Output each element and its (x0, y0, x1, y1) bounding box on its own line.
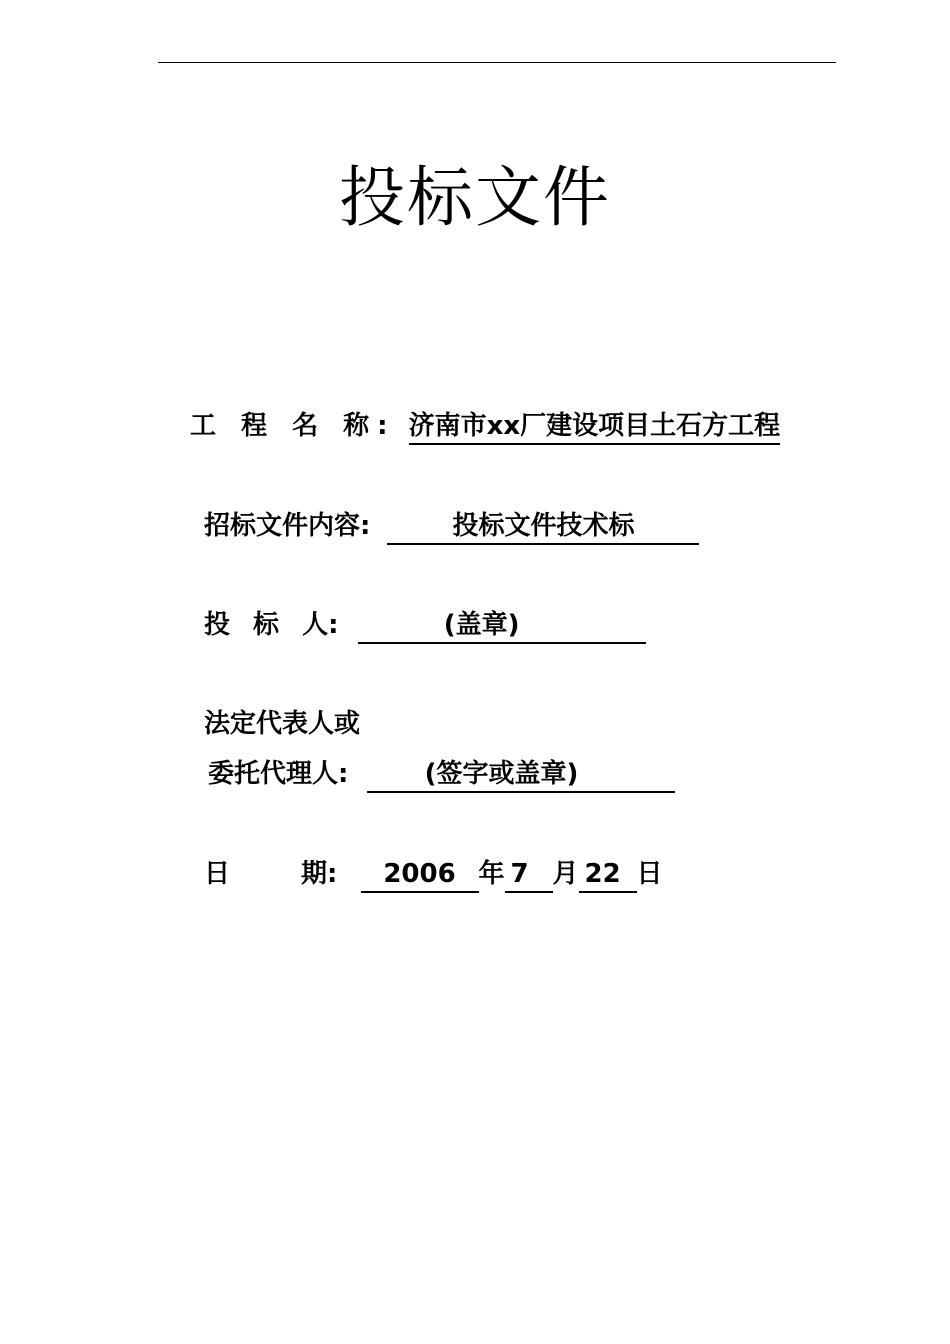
representative-row (208, 756, 675, 793)
tender-content-row (204, 508, 699, 545)
bidder-label: 投 标 人: (204, 610, 339, 640)
project-name-row (190, 408, 780, 445)
tender-content-label: 招标文件内容: (204, 511, 371, 541)
project-name-value: 济南市xx厂建设项目土石方工程 (409, 409, 781, 445)
bidder-value: (盖章) (358, 608, 646, 644)
document-title: 投标文件 (339, 159, 611, 236)
date-day: 22 (579, 857, 637, 893)
representative-label: 委托代理人: (208, 759, 349, 789)
date-month-unit: 月 (552, 859, 579, 889)
date-year: 2006 (361, 857, 479, 893)
date-year-unit: 年 (478, 859, 505, 889)
header-rule (158, 62, 836, 63)
representative-label-line1: 法定代表人或 (204, 709, 361, 739)
date-row (204, 856, 663, 893)
date-day-unit: 日 (636, 859, 663, 889)
date-month: 7 (505, 857, 553, 893)
project-name-label: 工 程 名 称: (190, 411, 396, 441)
bidder-row (204, 607, 646, 644)
date-label: 日 期: (204, 859, 338, 889)
representative-value: (签字或盖章) (367, 757, 675, 793)
tender-content-value: 投标文件技术标 (387, 509, 699, 545)
